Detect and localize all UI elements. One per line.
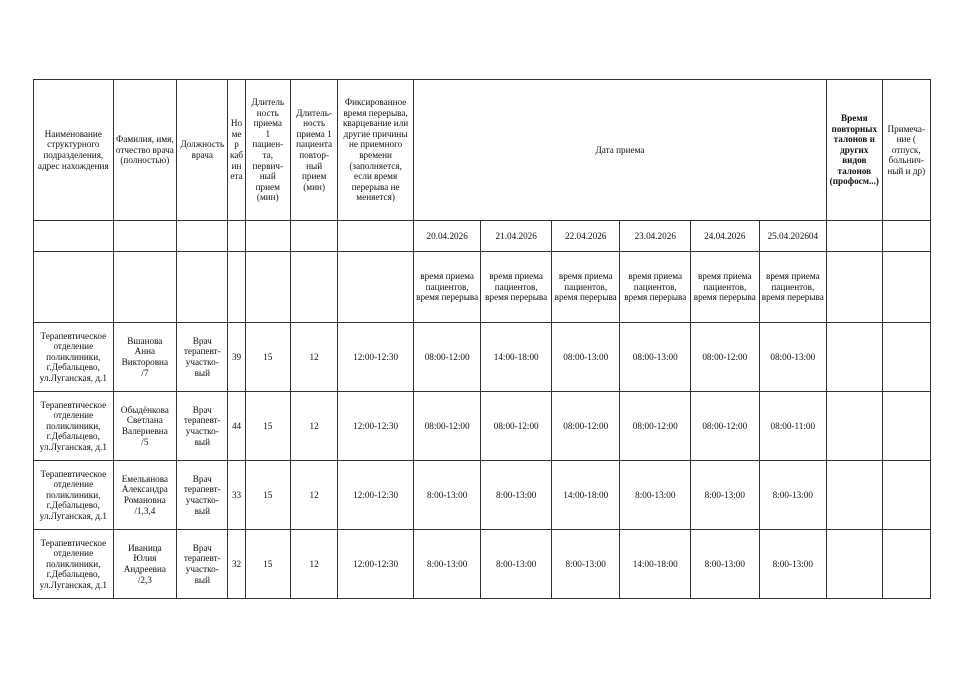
time-cell: 8:00-13:00 — [691, 461, 760, 530]
time-cell: 08:00-12:00 — [551, 392, 620, 461]
fixed-break-cell: 12:00-12:30 — [338, 530, 414, 599]
header-duration-repeat: Длитель- ность приема 1 пациента повтор- ный прием (мин) — [290, 80, 337, 221]
time-cell: 08:00-12:00 — [413, 392, 481, 461]
date-cell: 20.04.2026 — [413, 221, 481, 252]
header-row — [34, 80, 931, 221]
header-notes: Примеча- ние ( отпуск, больнич- ный и др) — [882, 80, 930, 221]
table-row — [34, 461, 931, 530]
position-cell: Врач терапевт- участко- вый — [177, 323, 228, 392]
subheader-cell: время приема пациентов, время перерыва — [551, 252, 620, 323]
repeat-tickets-cell — [827, 392, 882, 461]
subheader-cell: время приема пациентов, время перерыва — [691, 252, 760, 323]
time-cell: 08:00-13:00 — [620, 323, 691, 392]
position-cell: Врач терапевт- участко- вый — [177, 530, 228, 599]
table-row — [34, 323, 931, 392]
header-position: Должность врача — [177, 80, 228, 221]
duration-primary-cell: 15 — [245, 530, 290, 599]
repeat-tickets-cell — [827, 323, 882, 392]
time-cell: 8:00-13:00 — [759, 530, 827, 599]
room-cell: 32 — [228, 530, 245, 599]
date-cell: 22.04.2026 — [551, 221, 620, 252]
dates-row — [34, 221, 931, 252]
position-cell: Врач терапевт- участко- вый — [177, 392, 228, 461]
doctor-cell: Вшанова Анна Викторовна /7 — [113, 323, 176, 392]
time-cell: 8:00-13:00 — [551, 530, 620, 599]
time-cell: 8:00-13:00 — [413, 530, 481, 599]
notes-cell — [882, 530, 930, 599]
duration-primary-cell: 15 — [245, 461, 290, 530]
table-row — [34, 530, 931, 599]
doctor-cell: Обыдёнкова Светлана Валериевна /5 — [113, 392, 176, 461]
time-cell: 14:00-18:00 — [481, 323, 552, 392]
time-cell: 8:00-13:00 — [413, 461, 481, 530]
notes-cell — [882, 461, 930, 530]
time-cell: 8:00-13:00 — [759, 461, 827, 530]
time-cell: 8:00-13:00 — [481, 461, 552, 530]
department-cell: Терапевтическое отделение поликлиники, г.Дебальцево, ул.Луганская, д.1 — [34, 530, 114, 599]
schedule-table — [33, 79, 931, 599]
room-cell: 44 — [228, 392, 245, 461]
repeat-tickets-cell — [827, 530, 882, 599]
department-cell: Терапевтическое отделение поликлиники, г.Дебальцево, ул.Луганская, д.1 — [34, 392, 114, 461]
subheader-cell: время приема пациентов, время перерыва — [759, 252, 827, 323]
department-cell: Терапевтическое отделение поликлиники, г.Дебальцево, ул.Луганская, д.1 — [34, 461, 114, 530]
duration-repeat-cell: 12 — [290, 323, 337, 392]
time-cell: 14:00-18:00 — [551, 461, 620, 530]
notes-cell — [882, 323, 930, 392]
time-cell: 14:00-18:00 — [620, 530, 691, 599]
doctor-cell: Иваница Юлия Андреевна /2,3 — [113, 530, 176, 599]
date-cell: 23.04.2026 — [620, 221, 691, 252]
notes-cell — [882, 392, 930, 461]
header-department: Наименование структурного подразделения, адрес нахождения — [34, 80, 114, 221]
duration-repeat-cell: 12 — [290, 392, 337, 461]
fixed-break-cell: 12:00-12:30 — [338, 392, 414, 461]
position-cell: Врач терапевт- участко- вый — [177, 461, 228, 530]
subheader-row — [34, 252, 931, 323]
time-cell: 08:00-13:00 — [759, 323, 827, 392]
subheader-cell: время приема пациентов, время перерыва — [413, 252, 481, 323]
time-cell: 8:00-13:00 — [481, 530, 552, 599]
header-reception-date: Дата приема — [413, 80, 826, 221]
header-duration-primary: Длитель ность приема 1 пациен- та, первич- ный прием (мин) — [245, 80, 290, 221]
time-cell: 08:00-12:00 — [413, 323, 481, 392]
time-cell: 08:00-11:00 — [759, 392, 827, 461]
duration-repeat-cell: 12 — [290, 461, 337, 530]
fixed-break-cell: 12:00-12:30 — [338, 461, 414, 530]
department-cell: Терапевтическое отделение поликлиники, г.Дебальцево, ул.Луганская, д.1 — [34, 323, 114, 392]
header-repeat-tickets: Время повторных талонов и других видов талонов (профосм...) — [827, 80, 882, 221]
room-cell: 33 — [228, 461, 245, 530]
time-cell: 08:00-12:00 — [691, 323, 760, 392]
table-row — [34, 392, 931, 461]
time-cell: 08:00-13:00 — [551, 323, 620, 392]
duration-repeat-cell: 12 — [290, 530, 337, 599]
time-cell: 8:00-13:00 — [691, 530, 760, 599]
subheader-cell: время приема пациентов, время перерыва — [481, 252, 552, 323]
duration-primary-cell: 15 — [245, 323, 290, 392]
header-doctor-name: Фамилия, имя, отчество врача (полностью) — [113, 80, 176, 221]
header-fixed-break: Фиксированное время перерыва, кварцевание или другие причины не приемного времени (заполняется, если время перерыва не меняется) — [338, 80, 414, 221]
date-cell: 25.04.202604 — [759, 221, 827, 252]
time-cell: 08:00-12:00 — [691, 392, 760, 461]
duration-primary-cell: 15 — [245, 392, 290, 461]
doctor-cell: Емельянова Александра Романовна /1,3,4 — [113, 461, 176, 530]
fixed-break-cell: 12:00-12:30 — [338, 323, 414, 392]
header-room: Но ме р каб ин ета — [228, 80, 245, 221]
time-cell: 08:00-12:00 — [481, 392, 552, 461]
time-cell: 8:00-13:00 — [620, 461, 691, 530]
date-cell: 21.04.2026 — [481, 221, 552, 252]
repeat-tickets-cell — [827, 461, 882, 530]
time-cell: 08:00-12:00 — [620, 392, 691, 461]
subheader-cell: время приема пациентов, время перерыва — [620, 252, 691, 323]
room-cell: 39 — [228, 323, 245, 392]
date-cell: 24.04.2026 — [691, 221, 760, 252]
